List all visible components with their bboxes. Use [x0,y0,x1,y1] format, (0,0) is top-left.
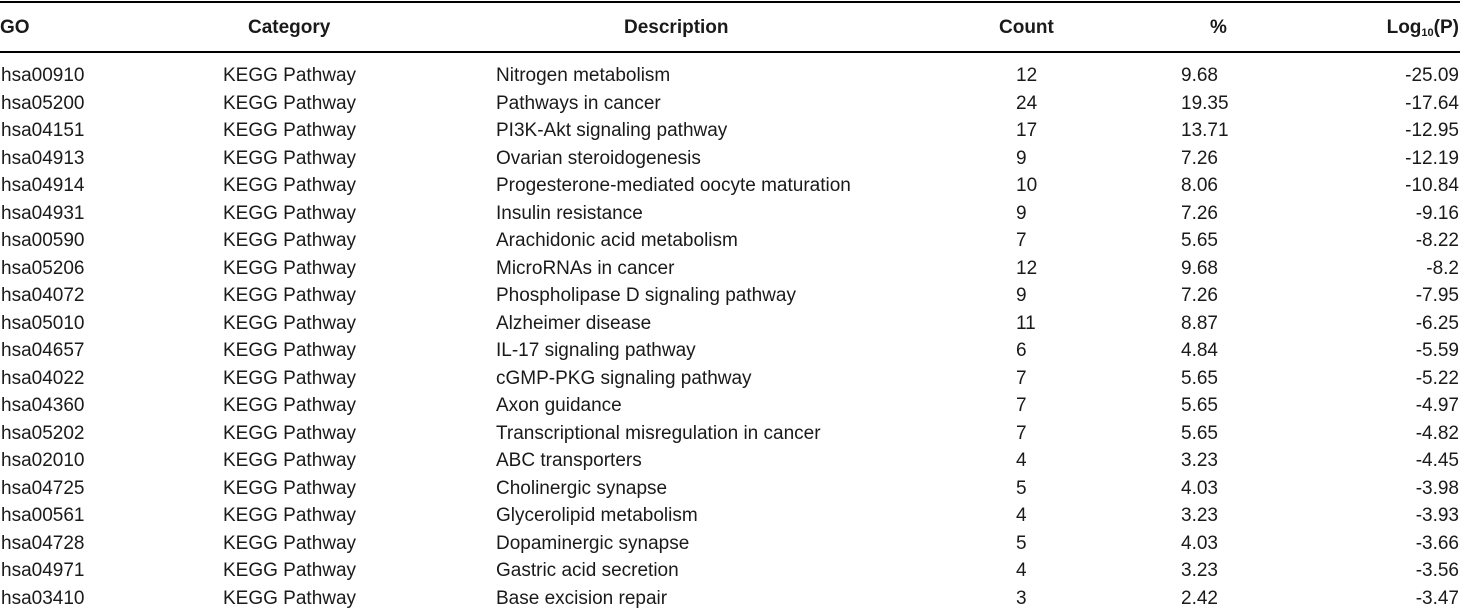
cell-category: KEGG Pathway [223,314,356,333]
cell-percent: 7.26 [1181,149,1218,168]
cell-description: cGMP-PKG signaling pathway [496,369,752,388]
cell-go: hsa04931 [1,204,84,223]
cell-count: 5 [1016,534,1027,553]
cell-description: MicroRNAs in cancer [496,259,674,278]
cell-count: 11 [1016,314,1036,333]
table-row [0,337,1460,365]
cell-category: KEGG Pathway [223,589,356,608]
cell-description: Pathways in cancer [496,94,661,113]
cell-percent: 3.23 [1181,451,1218,470]
cell-description: Progesterone-mediated oocyte maturation [496,176,851,195]
table-row [0,200,1460,228]
cell-percent: 13.71 [1181,121,1229,140]
table-row [0,530,1460,558]
header-category: Category [248,18,330,37]
cell-percent: 5.65 [1181,231,1218,250]
table-row [0,90,1460,118]
cell-category: KEGG Pathway [223,176,356,195]
table-top-rule [0,1,1460,3]
cell-go: hsa00590 [1,231,84,250]
cell-go: hsa03410 [1,589,84,608]
cell-category: KEGG Pathway [223,534,356,553]
cell-log10-p: -6.25 [1416,314,1459,333]
cell-percent: 5.65 [1181,396,1218,415]
cell-category: KEGG Pathway [223,231,356,250]
cell-count: 12 [1016,66,1037,85]
cell-category: KEGG Pathway [223,479,356,498]
table-row [0,475,1460,503]
cell-go: hsa05206 [1,259,84,278]
cell-count: 12 [1016,259,1037,278]
cell-category: KEGG Pathway [223,94,356,113]
cell-category: KEGG Pathway [223,341,356,360]
header-count: Count [999,18,1054,37]
cell-log10-p: -3.56 [1416,561,1459,580]
cell-category: KEGG Pathway [223,451,356,470]
cell-log10-p: -17.64 [1405,94,1459,113]
table-row [0,557,1460,585]
cell-go: hsa00561 [1,506,84,525]
cell-count: 17 [1016,121,1037,140]
cell-count: 4 [1016,451,1027,470]
cell-category: KEGG Pathway [223,286,356,305]
table-row [0,282,1460,310]
cell-category: KEGG Pathway [223,259,356,278]
cell-go: hsa04657 [1,341,84,360]
cell-percent: 2.42 [1181,589,1218,608]
cell-count: 5 [1016,479,1027,498]
cell-percent: 4.84 [1181,341,1218,360]
cell-go: hsa04072 [1,286,84,305]
cell-category: KEGG Pathway [223,149,356,168]
cell-log10-p: -7.95 [1416,286,1459,305]
cell-go: hsa05010 [1,314,84,333]
table-row [0,502,1460,530]
cell-go: hsa04913 [1,149,84,168]
cell-log10-p: -9.16 [1416,204,1459,223]
cell-count: 9 [1016,149,1027,168]
cell-log10-p: -3.93 [1416,506,1459,525]
cell-log10-p: -12.19 [1405,149,1459,168]
cell-description: Dopaminergic synapse [496,534,689,553]
cell-count: 7 [1016,369,1027,388]
header-log-suffix: (P) [1434,17,1459,38]
cell-go: hsa04728 [1,534,84,553]
cell-go: hsa05200 [1,94,84,113]
cell-count: 9 [1016,286,1027,305]
cell-description: Phospholipase D signaling pathway [496,286,796,305]
header-description: Description [624,18,729,37]
cell-percent: 4.03 [1181,479,1218,498]
table-header-rule [0,51,1460,53]
cell-count: 4 [1016,506,1027,525]
cell-go: hsa04914 [1,176,84,195]
cell-count: 3 [1016,589,1027,608]
cell-log10-p: -10.84 [1405,176,1459,195]
cell-count: 6 [1016,341,1027,360]
cell-description: Axon guidance [496,396,622,415]
cell-count: 7 [1016,231,1027,250]
cell-count: 7 [1016,424,1027,443]
header-percent: % [1210,18,1227,37]
cell-percent: 19.35 [1181,94,1229,113]
cell-category: KEGG Pathway [223,66,356,85]
header-log10-p [1387,18,1459,37]
cell-category: KEGG Pathway [223,506,356,525]
cell-go: hsa05202 [1,424,84,443]
cell-percent: 3.23 [1181,561,1218,580]
cell-category: KEGG Pathway [223,121,356,140]
table-row [0,365,1460,393]
cell-category: KEGG Pathway [223,204,356,223]
cell-description: Arachidonic acid metabolism [496,231,738,250]
cell-percent: 5.65 [1181,424,1218,443]
cell-go: hsa04151 [1,121,84,140]
cell-description: PI3K-Akt signaling pathway [496,121,727,140]
cell-log10-p: -12.95 [1405,121,1459,140]
cell-description: Insulin resistance [496,204,643,223]
cell-log10-p: -3.47 [1416,589,1459,608]
cell-percent: 9.68 [1181,66,1218,85]
cell-description: Transcriptional misregulation in cancer [496,424,821,443]
table-header-row [0,4,1460,50]
cell-log10-p: -3.66 [1416,534,1459,553]
header-go: GO [0,18,30,37]
cell-percent: 7.26 [1181,204,1218,223]
cell-log10-p: -25.09 [1405,66,1459,85]
table-row [0,255,1460,283]
table-row [0,145,1460,173]
cell-count: 9 [1016,204,1027,223]
cell-percent: 4.03 [1181,534,1218,553]
cell-log10-p: -8.2 [1426,259,1459,278]
cell-go: hsa00910 [1,66,84,85]
cell-log10-p: -5.59 [1416,341,1459,360]
cell-category: KEGG Pathway [223,561,356,580]
cell-log10-p: -4.82 [1416,424,1459,443]
cell-percent: 8.06 [1181,176,1218,195]
cell-go: hsa04022 [1,369,84,388]
cell-percent: 3.23 [1181,506,1218,525]
cell-description: Base excision repair [496,589,667,608]
cell-percent: 7.26 [1181,286,1218,305]
cell-go: hsa02010 [1,451,84,470]
cell-log10-p: -4.97 [1416,396,1459,415]
cell-log10-p: -5.22 [1416,369,1459,388]
cell-go: hsa04725 [1,479,84,498]
table-row [0,227,1460,255]
cell-description: Glycerolipid metabolism [496,506,698,525]
table-body [0,62,1460,612]
cell-description: Cholinergic synapse [496,479,667,498]
cell-category: KEGG Pathway [223,396,356,415]
cell-count: 4 [1016,561,1027,580]
cell-count: 10 [1016,176,1037,195]
cell-go: hsa04971 [1,561,84,580]
cell-category: KEGG Pathway [223,369,356,388]
table-row [0,585,1460,612]
cell-log10-p: -8.22 [1416,231,1459,250]
cell-percent: 5.65 [1181,369,1218,388]
header-log-subscript: 10 [1421,27,1433,39]
table-row [0,447,1460,475]
table-row [0,420,1460,448]
table-row [0,310,1460,338]
cell-category: KEGG Pathway [223,424,356,443]
cell-description: ABC transporters [496,451,642,470]
cell-count: 7 [1016,396,1027,415]
cell-description: Nitrogen metabolism [496,66,670,85]
table-row [0,117,1460,145]
cell-log10-p: -4.45 [1416,451,1459,470]
cell-description: Gastric acid secretion [496,561,679,580]
cell-percent: 8.87 [1181,314,1218,333]
cell-log10-p: -3.98 [1416,479,1459,498]
cell-count: 24 [1016,94,1037,113]
table-row [0,392,1460,420]
cell-percent: 9.68 [1181,259,1218,278]
cell-description: Alzheimer disease [496,314,651,333]
table-row [0,62,1460,90]
cell-go: hsa04360 [1,396,84,415]
header-log-prefix: Log [1387,17,1422,38]
cell-description: IL-17 signaling pathway [496,341,696,360]
cell-description: Ovarian steroidogenesis [496,149,701,168]
table-row [0,172,1460,200]
